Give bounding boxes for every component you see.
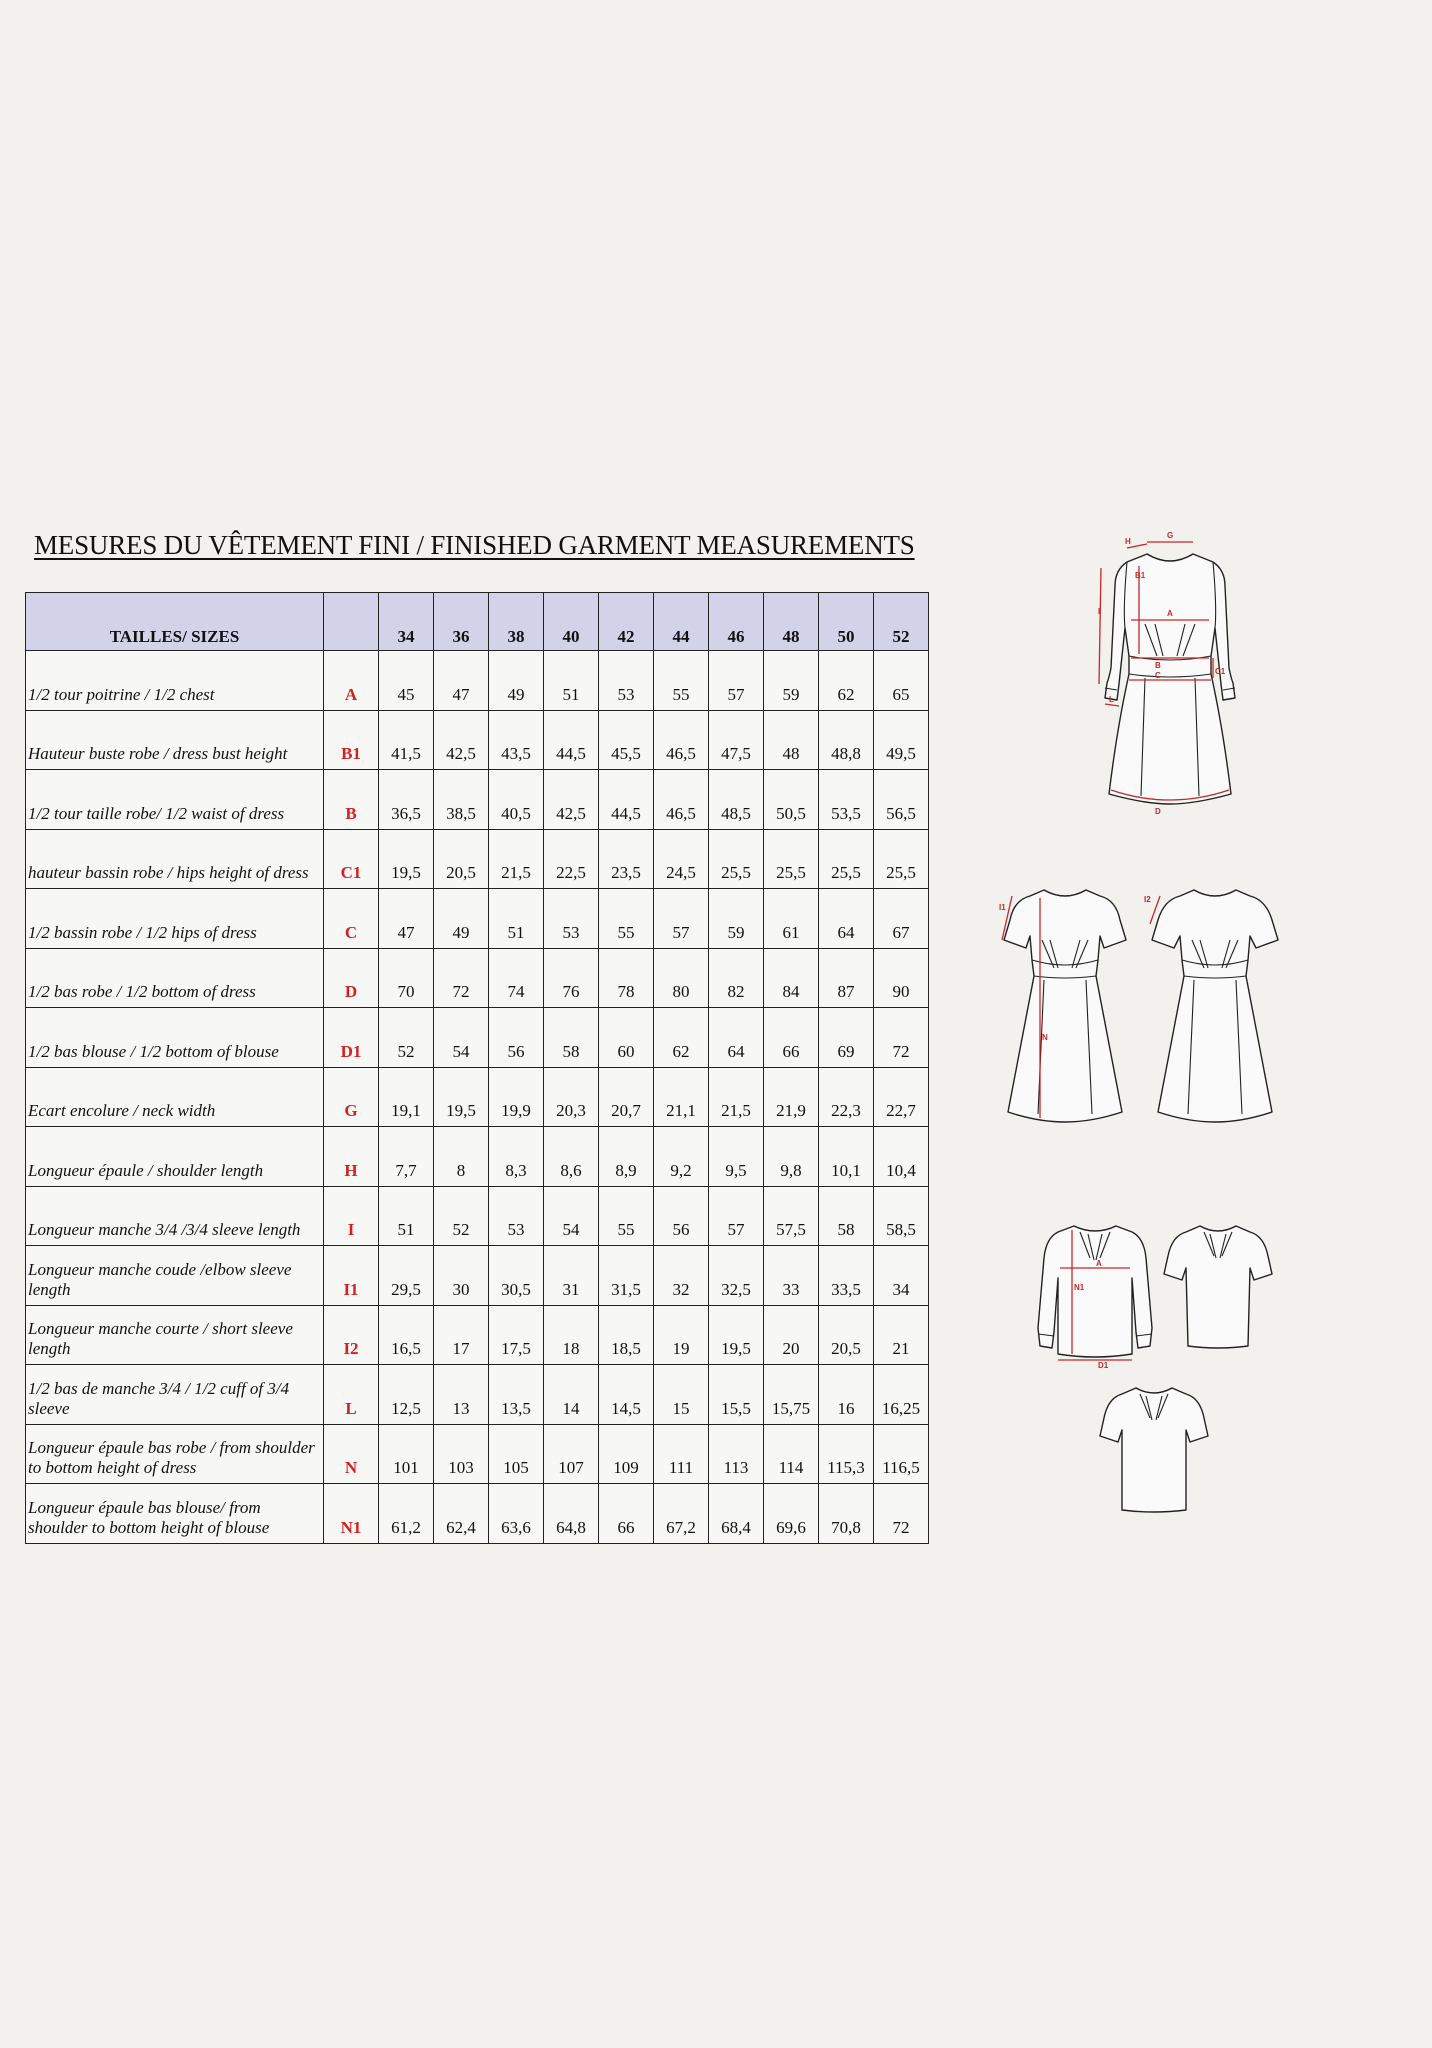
measurement-cell: 10,4 (874, 1127, 929, 1187)
measurement-cell: 10,1 (819, 1127, 874, 1187)
measurement-cell: 14,5 (599, 1365, 654, 1425)
measurement-cell: 58 (544, 1008, 599, 1068)
measurement-cell: 19,5 (434, 1067, 489, 1127)
measurement-cell: 72 (874, 1008, 929, 1068)
row-label: Longueur manche coude /elbow sleeve length (26, 1246, 324, 1306)
measurement-cell: 69,6 (764, 1484, 819, 1544)
measurement-cell: 116,5 (874, 1424, 929, 1484)
dress-short-sleeve-sketch (1000, 880, 1130, 1125)
measurement-cell: 105 (489, 1424, 544, 1484)
measurement-cell: 72 (434, 948, 489, 1008)
measure-label-a: A (1167, 609, 1173, 618)
measurement-cell: 78 (599, 948, 654, 1008)
measurement-cell: 42,5 (434, 710, 489, 770)
row-label: Ecart encolure / neck width (26, 1067, 324, 1127)
row-code: D1 (324, 1008, 379, 1068)
row-code: D (324, 948, 379, 1008)
measurement-cell: 48,5 (709, 770, 764, 830)
size-header: 40 (544, 593, 599, 651)
measurement-cell: 53 (599, 651, 654, 711)
measurement-cell: 49,5 (874, 710, 929, 770)
measurement-cell: 51 (544, 651, 599, 711)
measurement-cell: 53,5 (819, 770, 874, 830)
measurement-cell: 25,5 (764, 829, 819, 889)
size-header: 52 (874, 593, 929, 651)
measurement-cell: 22,3 (819, 1067, 874, 1127)
measurement-cell: 63,6 (489, 1484, 544, 1544)
measurement-cell: 103 (434, 1424, 489, 1484)
row-code: B1 (324, 710, 379, 770)
row-code: N (324, 1424, 379, 1484)
table-row (26, 829, 929, 889)
measurement-cell: 33,5 (819, 1246, 874, 1306)
measurement-cell: 8,9 (599, 1127, 654, 1187)
measurement-cell: 47,5 (709, 710, 764, 770)
size-header: 48 (764, 593, 819, 651)
blouse-short-sleeve-sketch-2 (1098, 1382, 1210, 1514)
measurement-cell: 19,5 (709, 1305, 764, 1365)
measurement-cell: 55 (599, 1186, 654, 1246)
measurement-cell: 56 (489, 1008, 544, 1068)
measurement-cell: 25,5 (874, 829, 929, 889)
measurement-cell: 17 (434, 1305, 489, 1365)
measurement-cell: 109 (599, 1424, 654, 1484)
measurement-cell: 47 (434, 651, 489, 711)
measurement-cell: 25,5 (709, 829, 764, 889)
row-code: B (324, 770, 379, 830)
measurement-cell: 20,5 (819, 1305, 874, 1365)
measurement-cell: 9,5 (709, 1127, 764, 1187)
row-label: Longueur épaule bas blouse/ from shoulder to bottom height of blouse (26, 1484, 324, 1544)
table-row (26, 651, 929, 711)
measurement-cell: 48,8 (819, 710, 874, 770)
measure-label-h: H (1125, 537, 1131, 546)
measurement-cell: 57 (654, 889, 709, 949)
row-label: Longueur manche courte / short sleeve length (26, 1305, 324, 1365)
measurement-cell: 16 (819, 1365, 874, 1425)
measurement-cell: 58 (819, 1186, 874, 1246)
measurement-cell: 21,5 (489, 829, 544, 889)
measurement-cell: 44,5 (599, 770, 654, 830)
measurement-cell: 111 (654, 1424, 709, 1484)
measurement-cell: 59 (764, 651, 819, 711)
measurement-cell: 38,5 (434, 770, 489, 830)
measurement-cell: 43,5 (489, 710, 544, 770)
measurement-cell: 45 (379, 651, 434, 711)
table-row (26, 1246, 929, 1306)
measurement-cell: 51 (379, 1186, 434, 1246)
measurement-cell: 32 (654, 1246, 709, 1306)
measure-label-d: D (1155, 807, 1161, 816)
row-label: Longueur manche 3/4 /3/4 sleeve length (26, 1186, 324, 1246)
measurement-cell: 9,2 (654, 1127, 709, 1187)
measurement-cell: 12,5 (379, 1365, 434, 1425)
row-label: Longueur épaule / shoulder length (26, 1127, 324, 1187)
measure-label-d1: D1 (1098, 1361, 1109, 1370)
measure-label-l: L (1109, 695, 1114, 704)
measurement-cell: 62 (654, 1008, 709, 1068)
measurement-cell: 45,5 (599, 710, 654, 770)
page-title: MESURES DU VÊTEMENT FINI / FINISHED GARMENT MEASUREMENTS (34, 530, 915, 560)
measurement-cell: 57,5 (764, 1186, 819, 1246)
measurements-table (25, 592, 929, 1544)
table-row (26, 1484, 929, 1544)
measurement-cell: 49 (489, 651, 544, 711)
measurement-cell: 70,8 (819, 1484, 874, 1544)
measurement-cell: 34 (874, 1246, 929, 1306)
measurement-cell: 21 (874, 1305, 929, 1365)
measurement-cell: 65 (874, 651, 929, 711)
size-header: 42 (599, 593, 654, 651)
table-row (26, 710, 929, 770)
measurement-cell: 15 (654, 1365, 709, 1425)
measurement-cell: 19 (654, 1305, 709, 1365)
measurement-cell: 29,5 (379, 1246, 434, 1306)
measure-label-n1: N1 (1074, 1283, 1085, 1292)
measurement-cell: 8 (434, 1127, 489, 1187)
measurement-cell: 8,3 (489, 1127, 544, 1187)
row-label: Hauteur buste robe / dress bust height (26, 710, 324, 770)
measurement-cell: 66 (764, 1008, 819, 1068)
measurement-cell: 53 (489, 1186, 544, 1246)
measurement-cell: 16,25 (874, 1365, 929, 1425)
table-row (26, 1067, 929, 1127)
measurement-cell: 70 (379, 948, 434, 1008)
measurement-cell: 48 (764, 710, 819, 770)
measurement-cell: 54 (434, 1008, 489, 1068)
measurement-cell: 52 (434, 1186, 489, 1246)
measurement-cell: 61 (764, 889, 819, 949)
measurement-cell: 20 (764, 1305, 819, 1365)
measure-label-b1: B1 (1135, 571, 1146, 580)
measurement-cell: 61,2 (379, 1484, 434, 1544)
measurement-cell: 16,5 (379, 1305, 434, 1365)
row-code: I2 (324, 1305, 379, 1365)
measurement-cell: 13,5 (489, 1365, 544, 1425)
measurement-cell: 33 (764, 1246, 819, 1306)
measurement-cell: 58,5 (874, 1186, 929, 1246)
measurement-cell: 67,2 (654, 1484, 709, 1544)
measurement-cell: 7,7 (379, 1127, 434, 1187)
row-code: I (324, 1186, 379, 1246)
measurement-cell: 24,5 (654, 829, 709, 889)
row-code: H (324, 1127, 379, 1187)
table-row (26, 1305, 929, 1365)
size-header: 46 (709, 593, 764, 651)
measurement-cell: 55 (599, 889, 654, 949)
row-code: N1 (324, 1484, 379, 1544)
row-code: C1 (324, 829, 379, 889)
measurement-cell: 9,8 (764, 1127, 819, 1187)
measurement-cell: 69 (819, 1008, 874, 1068)
dress-long-sleeve-sketch (1085, 528, 1255, 816)
table-body (26, 651, 929, 1544)
row-label: 1/2 tour poitrine / 1/2 chest (26, 651, 324, 711)
measurement-cell: 115,3 (819, 1424, 874, 1484)
row-label: hauteur bassin robe / hips height of dress (26, 829, 324, 889)
measurement-cell: 107 (544, 1424, 599, 1484)
measurement-cell: 66 (599, 1484, 654, 1544)
measurement-cell: 31,5 (599, 1246, 654, 1306)
measurement-cell: 22,5 (544, 829, 599, 889)
measurement-cell: 32,5 (709, 1246, 764, 1306)
measurement-cell: 40,5 (489, 770, 544, 830)
measure-label-c: C (1155, 671, 1161, 680)
dress-short-sleeve-sketch-2 (1144, 880, 1280, 1125)
measurement-cell: 57 (709, 651, 764, 711)
size-header: 44 (654, 593, 709, 651)
measurement-cell: 87 (819, 948, 874, 1008)
measurement-cell: 49 (434, 889, 489, 949)
size-header: 34 (379, 593, 434, 651)
measurement-cell: 51 (489, 889, 544, 949)
row-code: L (324, 1365, 379, 1425)
table-row (26, 889, 929, 949)
table-row (26, 1186, 929, 1246)
measurement-cell: 31 (544, 1246, 599, 1306)
measure-label-n: N (1042, 1033, 1048, 1042)
row-label: 1/2 bas de manche 3/4 / 1/2 cuff of 3/4 sleeve (26, 1365, 324, 1425)
measurement-cell: 80 (654, 948, 709, 1008)
row-code: I1 (324, 1246, 379, 1306)
measurement-cell: 36,5 (379, 770, 434, 830)
measurement-cell: 64,8 (544, 1484, 599, 1544)
measure-label-c1: C1 (1215, 667, 1226, 676)
measurement-cell: 53 (544, 889, 599, 949)
measurement-cell: 13 (434, 1365, 489, 1425)
measure-label-a-blouse: A (1096, 1259, 1102, 1268)
table-row (26, 1365, 929, 1425)
table-row (26, 1127, 929, 1187)
measurement-cell: 41,5 (379, 710, 434, 770)
row-label: 1/2 bas robe / 1/2 bottom of dress (26, 948, 324, 1008)
measurement-cell: 15,75 (764, 1365, 819, 1425)
measurement-cell: 60 (599, 1008, 654, 1068)
measurement-cell: 21,1 (654, 1067, 709, 1127)
measurement-cell: 21,9 (764, 1067, 819, 1127)
measurement-cell: 20,5 (434, 829, 489, 889)
measurement-cell: 84 (764, 948, 819, 1008)
measurement-cell: 19,5 (379, 829, 434, 889)
measurement-cell: 114 (764, 1424, 819, 1484)
table-row (26, 948, 929, 1008)
size-header: 50 (819, 593, 874, 651)
measurement-cell: 30 (434, 1246, 489, 1306)
measure-label-i2: I2 (1144, 895, 1151, 904)
row-label: 1/2 tour taille robe/ 1/2 waist of dress (26, 770, 324, 830)
measure-label-b: B (1155, 661, 1161, 670)
measurement-cell: 56 (654, 1186, 709, 1246)
measurement-cell: 14 (544, 1365, 599, 1425)
blouse-long-sleeve-sketch (1036, 1218, 1154, 1368)
measurement-cell: 72 (874, 1484, 929, 1544)
row-code: A (324, 651, 379, 711)
measurement-cell: 62,4 (434, 1484, 489, 1544)
measurement-cell: 46,5 (654, 710, 709, 770)
measurement-cell: 67 (874, 889, 929, 949)
measurement-cell: 18 (544, 1305, 599, 1365)
row-label: Longueur épaule bas robe / from shoulder to bottom height of dress (26, 1424, 324, 1484)
measure-label-g: G (1167, 531, 1174, 540)
measurement-cell: 18,5 (599, 1305, 654, 1365)
row-code: G (324, 1067, 379, 1127)
measurement-cell: 68,4 (709, 1484, 764, 1544)
table-row (26, 1424, 929, 1484)
table-row (26, 770, 929, 830)
table-header-row (26, 593, 929, 651)
measurement-cell: 19,9 (489, 1067, 544, 1127)
size-header: 36 (434, 593, 489, 651)
sizes-header: TAILLES/ SIZES (26, 593, 324, 651)
measurement-cell: 22,7 (874, 1067, 929, 1127)
measurement-cell: 57 (709, 1186, 764, 1246)
measurement-cell: 44,5 (544, 710, 599, 770)
measurement-cell: 101 (379, 1424, 434, 1484)
measurement-cell: 19,1 (379, 1067, 434, 1127)
table-row (26, 1008, 929, 1068)
measurement-cell: 50,5 (764, 770, 819, 830)
measurement-cell: 21,5 (709, 1067, 764, 1127)
measurement-cell: 47 (379, 889, 434, 949)
measurement-cell: 17,5 (489, 1305, 544, 1365)
measurement-cell: 76 (544, 948, 599, 1008)
measurement-cell: 8,6 (544, 1127, 599, 1187)
row-code: C (324, 889, 379, 949)
measurement-cell: 64 (709, 1008, 764, 1068)
row-label: 1/2 bas blouse / 1/2 bottom of blouse (26, 1008, 324, 1068)
measurement-cell: 113 (709, 1424, 764, 1484)
measurement-cell: 20,3 (544, 1067, 599, 1127)
measure-label-i1: I1 (999, 903, 1006, 912)
measurement-cell: 56,5 (874, 770, 929, 830)
measurement-cell: 25,5 (819, 829, 874, 889)
measurement-cell: 64 (819, 889, 874, 949)
measurement-cell: 15,5 (709, 1365, 764, 1425)
measurement-cell: 55 (654, 651, 709, 711)
measure-label-i: I (1098, 607, 1101, 616)
measurement-cell: 23,5 (599, 829, 654, 889)
measurement-cell: 30,5 (489, 1246, 544, 1306)
blouse-short-sleeve-sketch (1164, 1220, 1272, 1352)
size-header: 38 (489, 593, 544, 651)
measurement-cell: 90 (874, 948, 929, 1008)
code-header (324, 593, 379, 651)
measurement-cell: 59 (709, 889, 764, 949)
measurement-cell: 52 (379, 1008, 434, 1068)
measurement-cell: 54 (544, 1186, 599, 1246)
measurement-cell: 20,7 (599, 1067, 654, 1127)
measurement-cell: 62 (819, 651, 874, 711)
measurement-cell: 42,5 (544, 770, 599, 830)
row-label: 1/2 bassin robe / 1/2 hips of dress (26, 889, 324, 949)
measurement-cell: 82 (709, 948, 764, 1008)
measurement-cell: 74 (489, 948, 544, 1008)
measurement-cell: 46,5 (654, 770, 709, 830)
